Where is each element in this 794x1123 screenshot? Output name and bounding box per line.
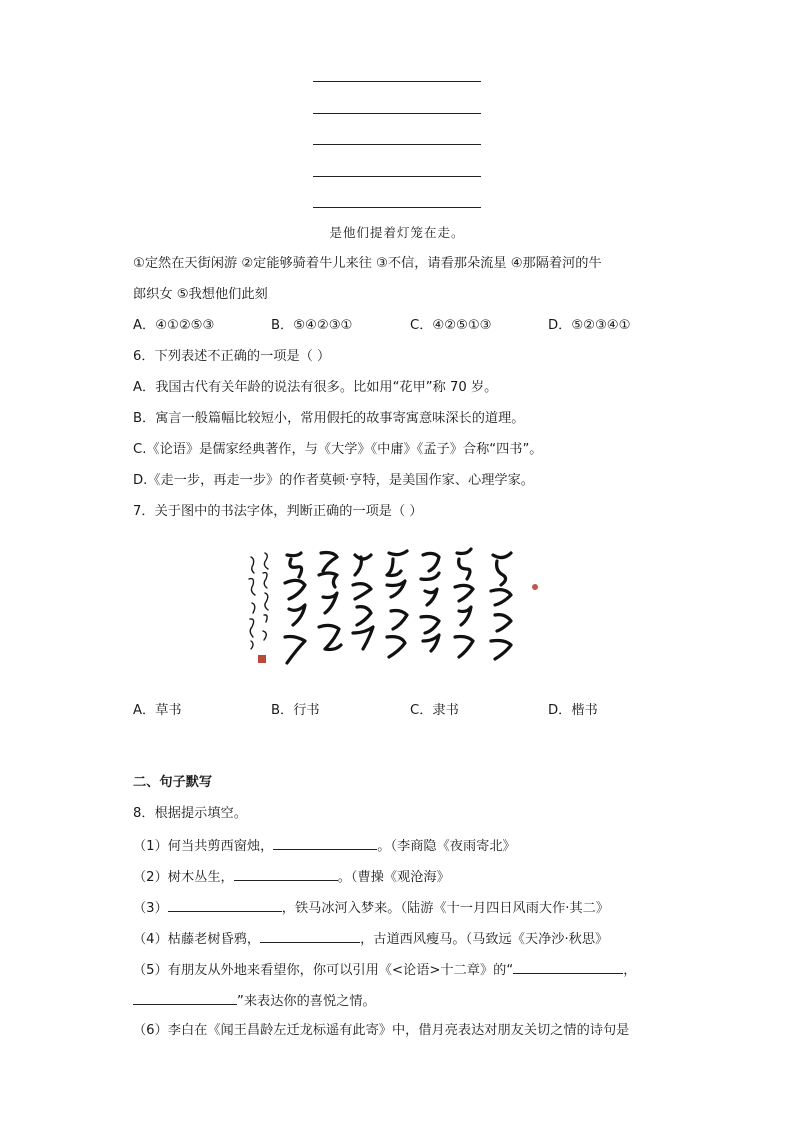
q6-option-a[interactable]: A．我国古代有关年龄的说法有很多。比如用“花甲”称 70 岁。 <box>133 380 498 395</box>
blank-1[interactable] <box>273 835 377 850</box>
answer-line[interactable] <box>313 144 481 145</box>
item-5-after: ”来表达你的喜悦之情。 <box>237 994 376 1009</box>
item-3-after: ，铁马冰河入梦来。（陆游《十一月四日风雨大作·其二》 <box>281 901 610 916</box>
q6-option-b[interactable]: B．寓言一般篇幅比较短小，常用假托的故事寄寓意味深长的道理。 <box>133 411 525 426</box>
calligraphy-artwork <box>243 545 543 675</box>
q8-item-1 <box>133 835 516 857</box>
q8-stem: 8．根据提示填空。 <box>133 806 247 821</box>
section-heading: 二、句子默写 <box>133 775 213 790</box>
seal-mark-icon <box>532 584 538 590</box>
q6-option-c[interactable]: C.《论语》是儒家经典著作，与《大学》《中庸》《孟子》合称“四书”。 <box>133 442 543 457</box>
blank-5a[interactable] <box>513 959 623 974</box>
q7-option-d[interactable]: D．楷书 <box>548 703 598 718</box>
blank-3[interactable] <box>168 897 282 912</box>
answer-line[interactable] <box>313 81 481 82</box>
item-3-before: （3） <box>133 901 168 916</box>
item-5-mid: ， <box>623 963 637 978</box>
item-1-after: 。（李商隐《夜雨寄北》 <box>377 839 516 854</box>
item-2-before: （2）树木丛生， <box>133 870 234 885</box>
phrase-row-1: ①定然在天街闲游 ②定能够骑着牛儿来往 ③不信，请看那朵流星 ④那隔着河的牛 <box>133 256 602 271</box>
q5-option-d[interactable]: D．⑤②③④① <box>548 318 631 333</box>
poem-caption: 是他们提着灯笼在走。 <box>329 225 465 240</box>
q8-item-4 <box>133 928 608 950</box>
q7-option-c[interactable]: C．隶书 <box>410 703 459 718</box>
q8-item-5-cont <box>133 990 376 1012</box>
calligraphy-image <box>243 545 543 675</box>
item-5-before: （5）有朋友从外地来看望你，你可以引用《<论语>十二章》的“ <box>133 963 514 978</box>
q8-item-6: （6）李白在《闻王昌龄左迁龙标遥有此寄》中，借月亮表达对朋友关切之情的诗句是 <box>133 1023 630 1038</box>
q7-option-b[interactable]: B．行书 <box>271 703 320 718</box>
q8-item-2 <box>133 866 450 888</box>
q5-option-c[interactable]: C．④②⑤①③ <box>410 318 492 333</box>
q5-option-a[interactable]: A．④①②⑤③ <box>133 318 215 333</box>
answer-line[interactable] <box>313 113 481 114</box>
poem-fill-lines <box>313 81 481 239</box>
q5-option-b[interactable]: B．⑤④②③① <box>271 318 353 333</box>
answer-line[interactable] <box>313 176 481 177</box>
q7-stem: 7．关于图中的书法字体，判断正确的一项是（ ） <box>133 504 423 519</box>
answer-line[interactable] <box>313 207 481 208</box>
blank-4[interactable] <box>260 928 360 943</box>
item-4-after: ，古道西风瘦马。（马致远《天净沙·秋思》 <box>360 932 609 947</box>
blank-2[interactable] <box>234 866 338 881</box>
q8-item-5 <box>133 959 636 981</box>
seal-icon <box>258 655 266 663</box>
item-1-before: （1）何当共剪西窗烛， <box>133 839 274 854</box>
q8-item-3 <box>133 897 609 919</box>
q6-option-d[interactable]: D.《走一步，再走一步》的作者莫顿·亨特，是美国作家、心理学家。 <box>133 473 534 488</box>
item-4-before: （4）枯藤老树昏鸦， <box>133 932 261 947</box>
blank-5b[interactable] <box>133 990 237 1005</box>
q7-option-a[interactable]: A．草书 <box>133 703 182 718</box>
item-2-after: 。（曹操《观沧海》 <box>337 870 450 885</box>
q6-stem: 6．下列表述不正确的一项是（ ） <box>133 349 331 364</box>
phrase-row-2: 郎织女 ⑤我想他们此刻 <box>133 287 268 302</box>
